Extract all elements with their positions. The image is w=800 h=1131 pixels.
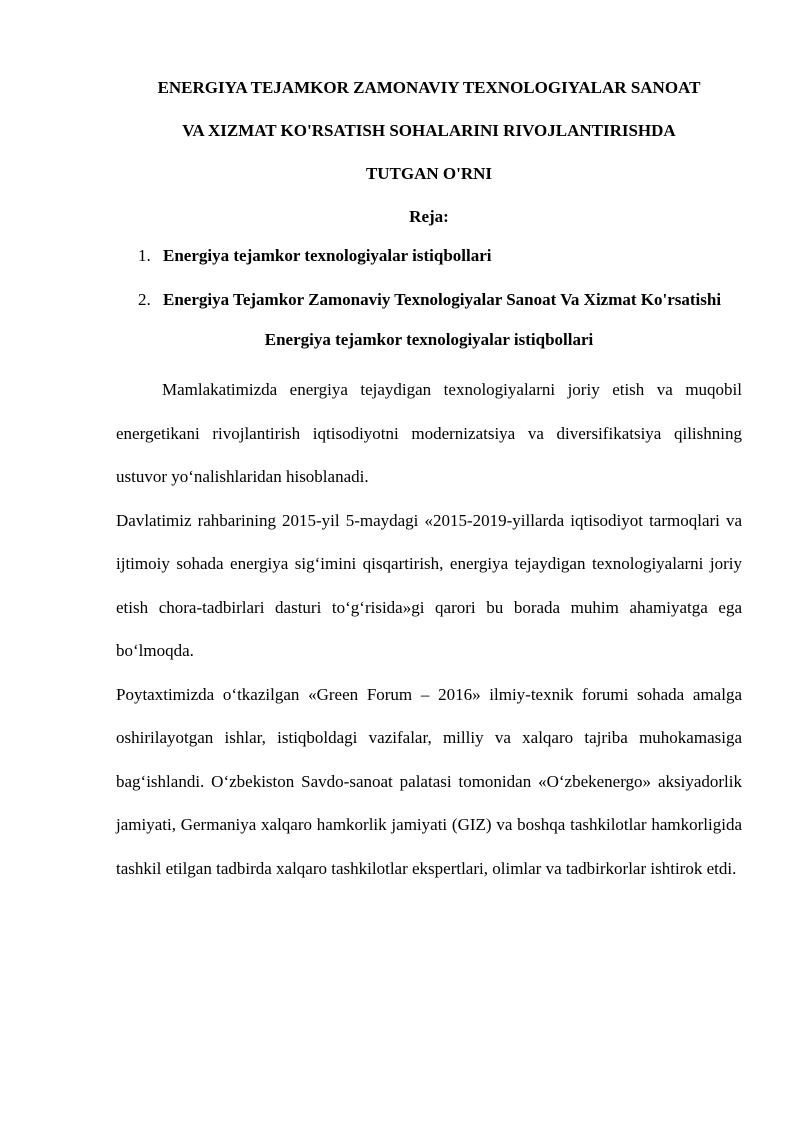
plan-list xyxy=(116,234,742,321)
plan-item-number: 1. xyxy=(138,246,151,265)
document-title xyxy=(116,78,742,184)
plan-item-text: Energiya tejamkor texnologiyalar istiqbollari xyxy=(163,246,492,265)
body-paragraph: Poytaxtimizda o‘tkazilgan «Green Forum – 2016» ilmiy-texnik forumi sohada amalga oshirilayotgan ishlar, istiqboldagi vazifalar, milliy va xalqaro tajriba muhokamasiga bag‘ishlandi. O‘zbekiston Savdo-sanoat palatasi tomonidan «O‘zbekenergo» aksiyadorlik jamiyati, Germaniya xalqaro hamkorlik jamiyati (GIZ) va boshqa tashkilotlar hamkorligida tashkil etilgan tadbirda xalqaro tashkilotlar ekspertlari, olimlar va tadbirkorlar ishtirok etdi. xyxy=(116,684,742,878)
section-heading: Energiya tejamkor texnologiyalar istiqbollari xyxy=(264,330,594,349)
plan-heading: Reja: xyxy=(409,207,449,226)
plan-item-text: Energiya Tejamkor Zamonaviy Texnologiyalar Sanoat Va Xizmat Ko'rsatishi xyxy=(163,289,722,309)
title-line-3: TUTGAN O'RNI xyxy=(365,164,493,183)
body-paragraph: Mamlakatimizda energiya tejaydigan texnologiyalarni joriy etish va muqobil energetikani rivojlantirish iqtisodiyotni modernizatsiya va diversifikatsiya qilishning ustuvor yo‘nalishlaridan hisoblanadi. xyxy=(116,380,742,486)
title-line-1: ENERGIYA TEJAMKOR ZAMONAVIY TEXNOLOGIYALAR SANOAT xyxy=(157,78,701,97)
plan-item-number: 2. xyxy=(138,289,151,309)
plan-item xyxy=(116,234,742,278)
title-line-2: VA XIZMAT KO'RSATISH SOHALARINI RIVOJLANTIRISHDA xyxy=(182,121,676,140)
body-paragraph: Davlatimiz rahbarining 2015-yil 5-maydagi «2015-2019-yillarda iqtisodiyot tarmoqlari va ijtimoiy sohada energiya sig‘imini qisqartirish, energiya tejaydigan texnologiyalarni joriy etish chora-tadbirlari dasturi to‘g‘risida»gi qarori bu borada muhim ahamiyatga ega bo‘lmoqda. xyxy=(116,510,742,660)
document-page xyxy=(116,68,742,890)
plan-item xyxy=(116,278,742,322)
